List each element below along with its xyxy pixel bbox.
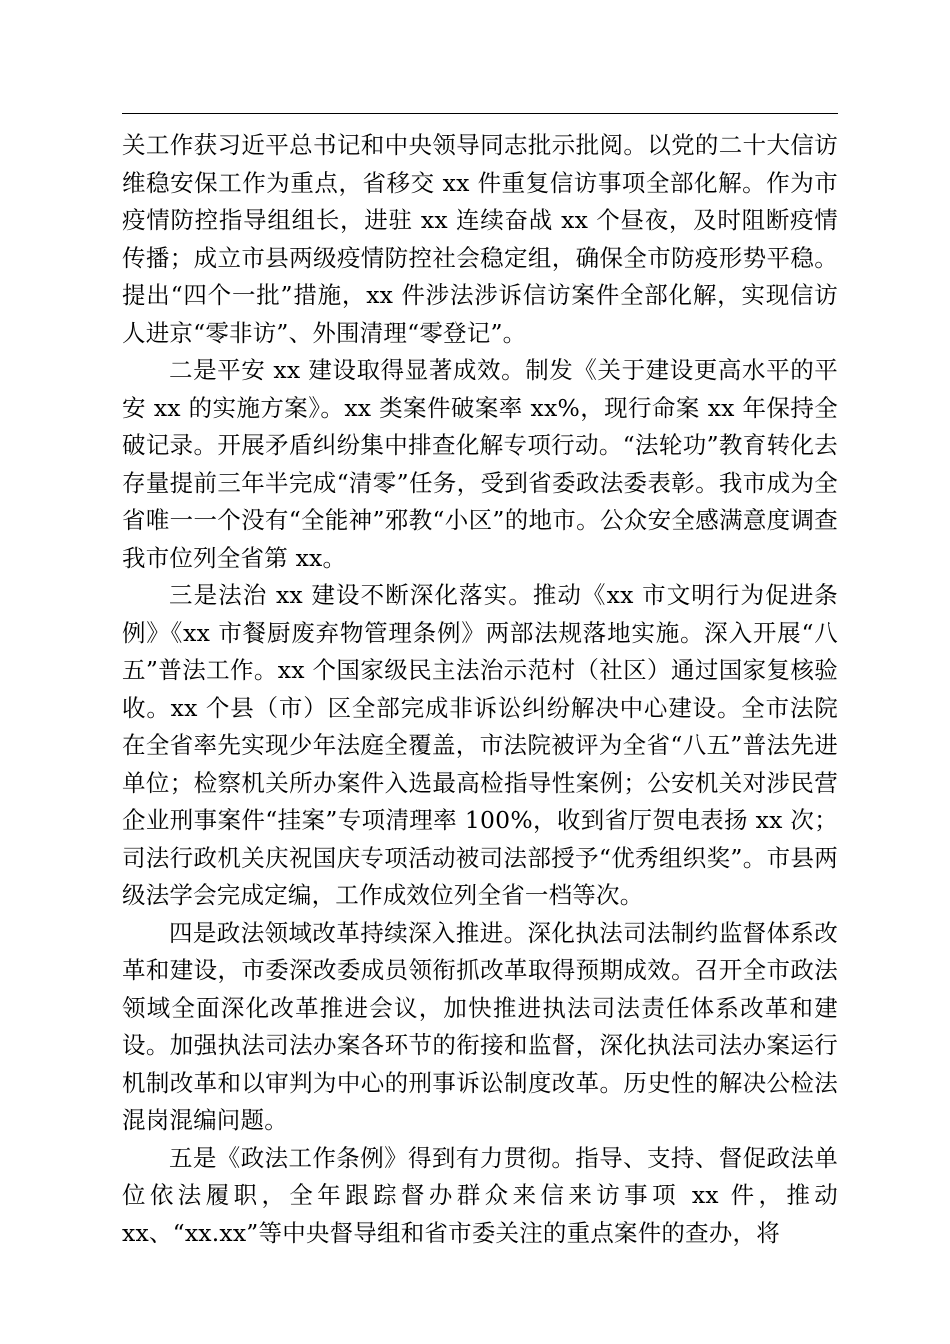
document-body <box>122 127 838 1252</box>
paragraph-4: 四是政法领域改革持续深入推进。深化执法司法制约监督体系改革和建设，市委深改委成员领衔抓改革取得预期成效。召开全市政法领域全面深化改革推进会议，加快推进执法司法责任体系改革和建设。加强执法司法办案各环节的衔接和监督，深化执法司法办案运行机制改革和以审判为中心的刑事诉讼制度改革。历史性的解决公检法混岗混编问题。 <box>122 918 838 1134</box>
paragraph-1: 关工作获习近平总书记和中央领导同志批示批阅。以党的二十大信访维稳安保工作为重点，省移交 xx 件重复信访事项全部化解。作为市疫情防控指导组组长，进驻 xx 连续奋战 xx 个昼夜，及时阻断疫情传播；成立市县两级疫情防控社会稳定组，确保全市防疫形势平稳。提出“四个一批”措施，xx 件涉法涉诉信访案件全部化解，实现信访人进京“零非访”、外围清理“零登记”。 <box>122 131 838 347</box>
paragraph-2: 二是平安 xx 建设取得显著成效。制发《关于建设更高水平的平安 xx 的实施方案》。xx 类案件破案率 xx%，现行命案 xx 年保持全破记录。开展矛盾纠纷集中排查化解专项行动。“法轮功”教育转化去存量提前三年半完成“清零”任务，受到省委政法委表彰。我市成为全省唯一一个没有“全能神”邪教“小区”的地市。公众安全感满意度调查我市位列全省第 xx。 <box>122 356 838 572</box>
header-rule <box>122 113 838 114</box>
paragraph-3: 三是法治 xx 建设不断深化落实。推动《xx 市文明行为促进条例》《xx 市餐厨废弃物管理条例》两部法规落地实施。深入开展“八五”普法工作。xx 个国家级民主法治示范村（社区）通过国家复核验收。xx 个县（市）区全部完成非诉讼纠纷解决中心建设。全市法院在全省率先实现少年法庭全覆盖，市法院被评为全省“八五”普法先进单位；检察机关所办案件入选最高检指导性案例；公安机关对涉民营企业刑事案件“挂案”专项清理率 100%，收到省厅贺电表扬 xx 次；司法行政机关庆祝国庆专项活动被司法部授予“优秀组织奖”。市县两级法学会完成定编，工作成效位列全省一档等次。 <box>122 581 838 909</box>
paragraph-5: 五是《政法工作条例》得到有力贯彻。指导、支持、督促政法单位依法履职，全年跟踪督办群众来信来访事项 xx 件，推动 xx、“xx.xx”等中央督导组和省市委关注的重点案件的查办，将 <box>122 1143 838 1247</box>
